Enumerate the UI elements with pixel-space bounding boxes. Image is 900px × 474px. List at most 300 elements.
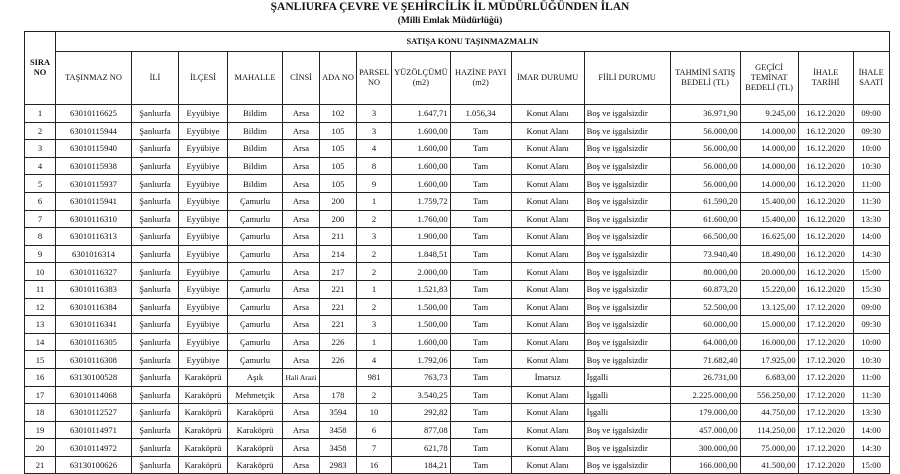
table-row — [25, 140, 890, 158]
cell-teminat: 15.220,00 — [740, 280, 798, 298]
cell-teminat: 15.400,00 — [740, 192, 798, 210]
cell-il: Şanlıurfa — [132, 316, 179, 334]
cell-fiili: Boş ve işgalsizdir — [584, 456, 670, 474]
header-ada: ADA NO — [320, 52, 357, 105]
cell-parsel: 8 — [357, 157, 392, 175]
cell-sira: 1 — [25, 105, 56, 123]
cell-ada: 200 — [320, 210, 357, 228]
cell-teminat: 44.750,00 — [740, 404, 798, 422]
cell-hazine: Tam — [450, 210, 511, 228]
cell-tahmini: 80.000,00 — [670, 263, 740, 281]
cell-ilce: Karaköprü — [179, 368, 228, 386]
cell-saat: 15:30 — [853, 280, 889, 298]
cell-parsel: 4 — [357, 140, 392, 158]
cell-imar: Konut Alanı — [511, 421, 584, 439]
cell-fiili: Boş ve işgalsizdir — [584, 175, 670, 193]
cell-mahalle: Bildim — [228, 122, 283, 140]
cell-mahalle: Çamurlu — [228, 210, 283, 228]
cell-parsel: 3 — [357, 105, 392, 123]
cell-saat: 15:00 — [853, 263, 889, 281]
table-row — [25, 263, 890, 281]
cell-tarih: 17.12.2020 — [798, 351, 853, 369]
cell-il: Şanlıurfa — [132, 386, 179, 404]
cell-parsel: 981 — [357, 368, 392, 386]
cell-mahalle: Karaköprü — [228, 439, 283, 457]
cell-teminat: 75.000,00 — [740, 439, 798, 457]
cell-mahalle: Bildim — [228, 175, 283, 193]
cell-fiili: Boş ve işgalsizdir — [584, 280, 670, 298]
cell-fiili: Boş ve işgalsizdir — [584, 228, 670, 246]
cell-cinsi: Arsa — [283, 140, 320, 158]
cell-tahmini: 166.000,00 — [670, 456, 740, 474]
cell-tarih: 17.12.2020 — [798, 421, 853, 439]
cell-saat: 11:30 — [853, 386, 889, 404]
cell-il: Şanlıurfa — [132, 192, 179, 210]
cell-yuzolcum: 1.500,00 — [392, 298, 451, 316]
cell-hazine: Tam — [450, 351, 511, 369]
cell-teminat: 18.490,00 — [740, 245, 798, 263]
cell-yuzolcum: 1.600,00 — [392, 122, 451, 140]
header-fiili: FİİLİ DURUMU — [584, 52, 670, 105]
cell-yuzolcum: 1.759,72 — [392, 192, 451, 210]
cell-mahalle: Çamurlu — [228, 298, 283, 316]
cell-imar: Konut Alanı — [511, 175, 584, 193]
cell-imar: Konut Alanı — [511, 140, 584, 158]
cell-sira: 15 — [25, 351, 56, 369]
cell-tasinmaz: 63010115938 — [56, 157, 132, 175]
cell-ilce: Eyyübiye — [179, 316, 228, 334]
cell-sira: 9 — [25, 245, 56, 263]
cell-sira: 4 — [25, 157, 56, 175]
cell-imar: Konut Alanı — [511, 245, 584, 263]
cell-tahmini: 60.873,20 — [670, 280, 740, 298]
cell-sira: 11 — [25, 280, 56, 298]
header-cinsi: CİNSİ — [283, 52, 320, 105]
cell-tarih: 16.12.2020 — [798, 192, 853, 210]
cell-mahalle: Karaköprü — [228, 456, 283, 474]
cell-teminat: 14.000,00 — [740, 122, 798, 140]
cell-sira: 6 — [25, 192, 56, 210]
cell-il: Şanlıurfa — [132, 210, 179, 228]
cell-ilce: Eyyübiye — [179, 280, 228, 298]
cell-tarih: 16.12.2020 — [798, 263, 853, 281]
cell-hazine: Tam — [450, 280, 511, 298]
cell-ilce: Karaköprü — [179, 421, 228, 439]
cell-fiili: Boş ve işgalsizdir — [584, 298, 670, 316]
cell-il: Şanlıurfa — [132, 140, 179, 158]
cell-tasinmaz: 63010116625 — [56, 105, 132, 123]
cell-saat: 14:30 — [853, 245, 889, 263]
cell-ada: 226 — [320, 351, 357, 369]
cell-parsel: 2 — [357, 263, 392, 281]
cell-il: Şanlıurfa — [132, 280, 179, 298]
cell-saat: 10:00 — [853, 140, 889, 158]
cell-tarih: 16.12.2020 — [798, 245, 853, 263]
cell-tahmini: 71.682,40 — [670, 351, 740, 369]
cell-tasinmaz: 63010116310 — [56, 210, 132, 228]
cell-ada: 3458 — [320, 421, 357, 439]
cell-parsel: 10 — [357, 404, 392, 422]
cell-mahalle: Çamurlu — [228, 280, 283, 298]
cell-imar: Konut Alanı — [511, 210, 584, 228]
cell-imar: Konut Alanı — [511, 298, 584, 316]
cell-yuzolcum: 1.792,06 — [392, 351, 451, 369]
cell-hazine: Tam — [450, 228, 511, 246]
cell-tasinmaz: 63130100626 — [56, 456, 132, 474]
cell-sira: 8 — [25, 228, 56, 246]
header-imar: İMAR DURUMU — [511, 52, 584, 105]
cell-tasinmaz: 63010114971 — [56, 421, 132, 439]
cell-saat: 14:00 — [853, 421, 889, 439]
table-row — [25, 192, 890, 210]
cell-ada: 200 — [320, 192, 357, 210]
table-row — [25, 351, 890, 369]
header-parsel: PARSEL NO — [357, 52, 392, 105]
cell-ilce: Eyyübiye — [179, 298, 228, 316]
cell-tahmini: 61.590,20 — [670, 192, 740, 210]
cell-il: Şanlıurfa — [132, 105, 179, 123]
cell-tasinmaz: 63010116383 — [56, 280, 132, 298]
cell-tarih: 16.12.2020 — [798, 140, 853, 158]
cell-tasinmaz: 63010115941 — [56, 192, 132, 210]
cell-saat: 10:30 — [853, 351, 889, 369]
cell-tarih: 16.12.2020 — [798, 228, 853, 246]
cell-hazine: Tam — [450, 175, 511, 193]
cell-il: Şanlıurfa — [132, 228, 179, 246]
cell-cinsi: Arsa — [283, 122, 320, 140]
header-hazine: HAZİNE PAYI (m2) — [450, 52, 511, 105]
cell-hazine: Tam — [450, 298, 511, 316]
cell-ada: 221 — [320, 316, 357, 334]
cell-ada: 178 — [320, 386, 357, 404]
cell-saat: 09:00 — [853, 298, 889, 316]
cell-sira: 13 — [25, 316, 56, 334]
cell-imar: Konut Alanı — [511, 192, 584, 210]
cell-saat: 10:30 — [853, 157, 889, 175]
cell-fiili: Boş ve işgalsizdir — [584, 333, 670, 351]
cell-ilce: Eyyübiye — [179, 157, 228, 175]
cell-cinsi: Arsa — [283, 245, 320, 263]
cell-cinsi: Arsa — [283, 280, 320, 298]
header-tasinmaz: TAŞINMAZ NO — [56, 52, 132, 105]
cell-ada: 2983 — [320, 456, 357, 474]
cell-sira: 5 — [25, 175, 56, 193]
table-row — [25, 333, 890, 351]
header-il: İLİ — [132, 52, 179, 105]
header-tarih: İHALE TARİHİ — [798, 52, 853, 105]
table-row — [25, 404, 890, 422]
cell-teminat: 9.245,00 — [740, 105, 798, 123]
table-row — [25, 175, 890, 193]
cell-il: Şanlıurfa — [132, 368, 179, 386]
table-row — [25, 157, 890, 175]
cell-sira: 2 — [25, 122, 56, 140]
cell-tasinmaz: 63010116327 — [56, 263, 132, 281]
cell-ada: 105 — [320, 140, 357, 158]
cell-fiili: Boş ve işgalsizdir — [584, 316, 670, 334]
cell-tarih: 17.12.2020 — [798, 298, 853, 316]
cell-ilce: Eyyübiye — [179, 333, 228, 351]
header-teminat: GEÇİCİ TEMİNAT BEDELİ (TL) — [740, 52, 798, 105]
cell-tasinmaz: 63130100528 — [56, 368, 132, 386]
cell-mahalle: Bildim — [228, 105, 283, 123]
cell-sira: 19 — [25, 421, 56, 439]
cell-mahalle: Çamurlu — [228, 228, 283, 246]
cell-yuzolcum: 1.600,00 — [392, 175, 451, 193]
table-row — [25, 280, 890, 298]
cell-teminat: 13.125,00 — [740, 298, 798, 316]
cell-fiili: Boş ve işgalsizdir — [584, 122, 670, 140]
cell-ilce: Eyyübiye — [179, 228, 228, 246]
cell-sira: 10 — [25, 263, 56, 281]
cell-tahmini: 60.000,00 — [670, 316, 740, 334]
table-row — [25, 245, 890, 263]
cell-parsel: 3 — [357, 228, 392, 246]
table-row — [25, 386, 890, 404]
header-sira: SIRA NO — [25, 32, 56, 105]
cell-ada: 214 — [320, 245, 357, 263]
cell-parsel: 2 — [357, 386, 392, 404]
cell-tasinmaz: 63010116384 — [56, 298, 132, 316]
cell-cinsi: Arsa — [283, 333, 320, 351]
cell-tahmini: 26.731,00 — [670, 368, 740, 386]
cell-mahalle: Çamurlu — [228, 333, 283, 351]
cell-yuzolcum: 1.521,83 — [392, 280, 451, 298]
cell-ada: 217 — [320, 263, 357, 281]
cell-ilce: Eyyübiye — [179, 351, 228, 369]
header-yuzolcum: YÜZÖLÇÜMÜ (m2) — [392, 52, 451, 105]
cell-imar: Konut Alanı — [511, 228, 584, 246]
cell-hazine: Tam — [450, 421, 511, 439]
cell-saat: 15:00 — [853, 456, 889, 474]
cell-yuzolcum: 1.600,00 — [392, 333, 451, 351]
table-row — [25, 456, 890, 474]
header-saat: İHALE SAATİ — [853, 52, 889, 105]
cell-imar: İmarsız — [511, 368, 584, 386]
header-tahmini: TAHMİNİ SATIŞ BEDELİ (TL) — [670, 52, 740, 105]
cell-teminat: 16.000,00 — [740, 333, 798, 351]
cell-saat: 11:30 — [853, 192, 889, 210]
cell-mahalle: Çamurlu — [228, 192, 283, 210]
cell-fiili: Boş ve işgalsizdir — [584, 351, 670, 369]
cell-ilce: Karaköprü — [179, 439, 228, 457]
cell-sira: 7 — [25, 210, 56, 228]
cell-mahalle: Bildim — [228, 140, 283, 158]
cell-il: Şanlıurfa — [132, 245, 179, 263]
cell-mahalle: Mehmetçik — [228, 386, 283, 404]
cell-tahmini: 56.000,00 — [670, 140, 740, 158]
cell-mahalle: Çamurlu — [228, 316, 283, 334]
cell-tasinmaz: 6301016314 — [56, 245, 132, 263]
table-row — [25, 368, 890, 386]
cell-tahmini: 61.600,00 — [670, 210, 740, 228]
cell-yuzolcum: 3.540,25 — [392, 386, 451, 404]
table-row — [25, 105, 890, 123]
cell-il: Şanlıurfa — [132, 122, 179, 140]
cell-tahmini: 66.500,00 — [670, 228, 740, 246]
cell-teminat: 556.250,00 — [740, 386, 798, 404]
cell-tahmini: 56.000,00 — [670, 175, 740, 193]
cell-hazine: Tam — [450, 404, 511, 422]
cell-cinsi: Arsa — [283, 351, 320, 369]
table-row — [25, 122, 890, 140]
cell-cinsi: Arsa — [283, 105, 320, 123]
cell-ilce: Eyyübiye — [179, 122, 228, 140]
cell-fiili: Boş ve işgalsizdir — [584, 263, 670, 281]
cell-tarih: 16.12.2020 — [798, 280, 853, 298]
cell-imar: Konut Alanı — [511, 351, 584, 369]
cell-yuzolcum: 1.760,00 — [392, 210, 451, 228]
cell-ada: 105 — [320, 122, 357, 140]
cell-tahmini: 56.000,00 — [670, 122, 740, 140]
cell-tarih: 16.12.2020 — [798, 175, 853, 193]
cell-yuzolcum: 1.600,00 — [392, 140, 451, 158]
cell-tasinmaz: 63010116313 — [56, 228, 132, 246]
cell-tasinmaz: 63010116308 — [56, 351, 132, 369]
cell-il: Şanlıurfa — [132, 175, 179, 193]
cell-tasinmaz: 63010115940 — [56, 140, 132, 158]
header-ilce: İLÇESİ — [179, 52, 228, 105]
cell-ada: 3594 — [320, 404, 357, 422]
cell-ada: 226 — [320, 333, 357, 351]
cell-cinsi: Arsa — [283, 456, 320, 474]
cell-hazine: Tam — [450, 122, 511, 140]
cell-ilce: Eyyübiye — [179, 245, 228, 263]
cell-imar: Konut Alanı — [511, 280, 584, 298]
cell-parsel: 1 — [357, 333, 392, 351]
property-sale-table — [24, 31, 890, 474]
cell-tasinmaz: 63010112527 — [56, 404, 132, 422]
cell-yuzolcum: 763,73 — [392, 368, 451, 386]
cell-tarih: 16.12.2020 — [798, 157, 853, 175]
cell-tarih: 16.12.2020 — [798, 210, 853, 228]
cell-imar: Konut Alanı — [511, 263, 584, 281]
cell-sira: 17 — [25, 386, 56, 404]
cell-il: Şanlıurfa — [132, 263, 179, 281]
cell-il: Şanlıurfa — [132, 298, 179, 316]
cell-mahalle: Çamurlu — [228, 351, 283, 369]
cell-ada: 105 — [320, 175, 357, 193]
cell-teminat: 15.400,00 — [740, 210, 798, 228]
cell-yuzolcum: 1.500,00 — [392, 316, 451, 334]
cell-ada: 102 — [320, 105, 357, 123]
cell-hazine: Tam — [450, 439, 511, 457]
cell-tahmini: 56.000,00 — [670, 157, 740, 175]
cell-fiili: Boş ve işgalsizdir — [584, 192, 670, 210]
cell-il: Şanlıurfa — [132, 351, 179, 369]
cell-tarih: 17.12.2020 — [798, 439, 853, 457]
cell-cinsi: Arsa — [283, 192, 320, 210]
cell-il: Şanlıurfa — [132, 404, 179, 422]
cell-ada: 105 — [320, 157, 357, 175]
cell-imar: Konut Alanı — [511, 105, 584, 123]
cell-tasinmaz: 63010115944 — [56, 122, 132, 140]
cell-fiili: Boş ve işgalsizdir — [584, 210, 670, 228]
cell-yuzolcum: 1.647,71 — [392, 105, 451, 123]
cell-tarih: 17.12.2020 — [798, 368, 853, 386]
cell-parsel: 16 — [357, 456, 392, 474]
cell-fiili: Boş ve işgalsizdir — [584, 421, 670, 439]
cell-tarih: 16.12.2020 — [798, 105, 853, 123]
cell-ilce: Karaköprü — [179, 404, 228, 422]
cell-yuzolcum: 2.000,00 — [392, 263, 451, 281]
cell-tarih: 16.12.2020 — [798, 122, 853, 140]
cell-tarih: 17.12.2020 — [798, 456, 853, 474]
cell-saat: 10:00 — [853, 333, 889, 351]
cell-sira: 14 — [25, 333, 56, 351]
cell-ada — [320, 368, 357, 386]
table-row — [25, 421, 890, 439]
cell-fiili: Boş ve işgalsizdir — [584, 439, 670, 457]
cell-ilce: Eyyübiye — [179, 192, 228, 210]
cell-hazine: Tam — [450, 333, 511, 351]
cell-saat: 13:30 — [853, 210, 889, 228]
cell-parsel: 7 — [357, 439, 392, 457]
cell-teminat: 17.925,00 — [740, 351, 798, 369]
cell-fiili: Boş ve işgalsizdir — [584, 245, 670, 263]
cell-yuzolcum: 877,08 — [392, 421, 451, 439]
cell-parsel: 1 — [357, 192, 392, 210]
cell-mahalle: Karaköprü — [228, 421, 283, 439]
cell-sira: 18 — [25, 404, 56, 422]
cell-tarih: 17.12.2020 — [798, 316, 853, 334]
cell-teminat: 6.683,00 — [740, 368, 798, 386]
cell-saat: 11:00 — [853, 368, 889, 386]
cell-hazine: Tam — [450, 316, 511, 334]
cell-ilce: Karaköprü — [179, 456, 228, 474]
cell-imar: Konut Alanı — [511, 404, 584, 422]
header-mahalle: MAHALLE — [228, 52, 283, 105]
cell-sira: 3 — [25, 140, 56, 158]
cell-tahmini: 179.000,00 — [670, 404, 740, 422]
cell-ada: 221 — [320, 280, 357, 298]
cell-hazine: Tam — [450, 245, 511, 263]
cell-teminat: 14.000,00 — [740, 140, 798, 158]
cell-yuzolcum: 1.600,00 — [392, 157, 451, 175]
cell-parsel: 3 — [357, 316, 392, 334]
cell-parsel: 4 — [357, 351, 392, 369]
cell-il: Şanlıurfa — [132, 157, 179, 175]
cell-saat: 09:30 — [853, 316, 889, 334]
cell-mahalle: Aşık — [228, 368, 283, 386]
cell-sira: 16 — [25, 368, 56, 386]
cell-teminat: 16.625,00 — [740, 228, 798, 246]
cell-saat: 14:30 — [853, 439, 889, 457]
cell-tasinmaz: 63010115937 — [56, 175, 132, 193]
cell-ilce: Eyyübiye — [179, 140, 228, 158]
cell-cinsi: Arsa — [283, 157, 320, 175]
cell-sira: 20 — [25, 439, 56, 457]
cell-yuzolcum: 292,82 — [392, 404, 451, 422]
cell-saat: 14:00 — [853, 228, 889, 246]
cell-saat: 09:30 — [853, 122, 889, 140]
cell-teminat: 14.000,00 — [740, 157, 798, 175]
cell-yuzolcum: 184,21 — [392, 456, 451, 474]
cell-fiili: İşgalli — [584, 386, 670, 404]
cell-ilce: Eyyübiye — [179, 175, 228, 193]
cell-cinsi: Arsa — [283, 175, 320, 193]
cell-mahalle: Çamurlu — [228, 263, 283, 281]
cell-tahmini: 457.000,00 — [670, 421, 740, 439]
cell-cinsi: Arsa — [283, 228, 320, 246]
cell-tasinmaz: 63010114972 — [56, 439, 132, 457]
cell-cinsi: Arsa — [283, 386, 320, 404]
cell-parsel: 2 — [357, 245, 392, 263]
cell-saat: 09:00 — [853, 105, 889, 123]
document-title: ŞANLIURFA ÇEVRE VE ŞEHİRCİLİK İL MÜDÜRLÜĞÜNDEN İLAN — [270, 1, 630, 13]
cell-ilce: Eyyübiye — [179, 263, 228, 281]
cell-tahmini: 73.940,40 — [670, 245, 740, 263]
